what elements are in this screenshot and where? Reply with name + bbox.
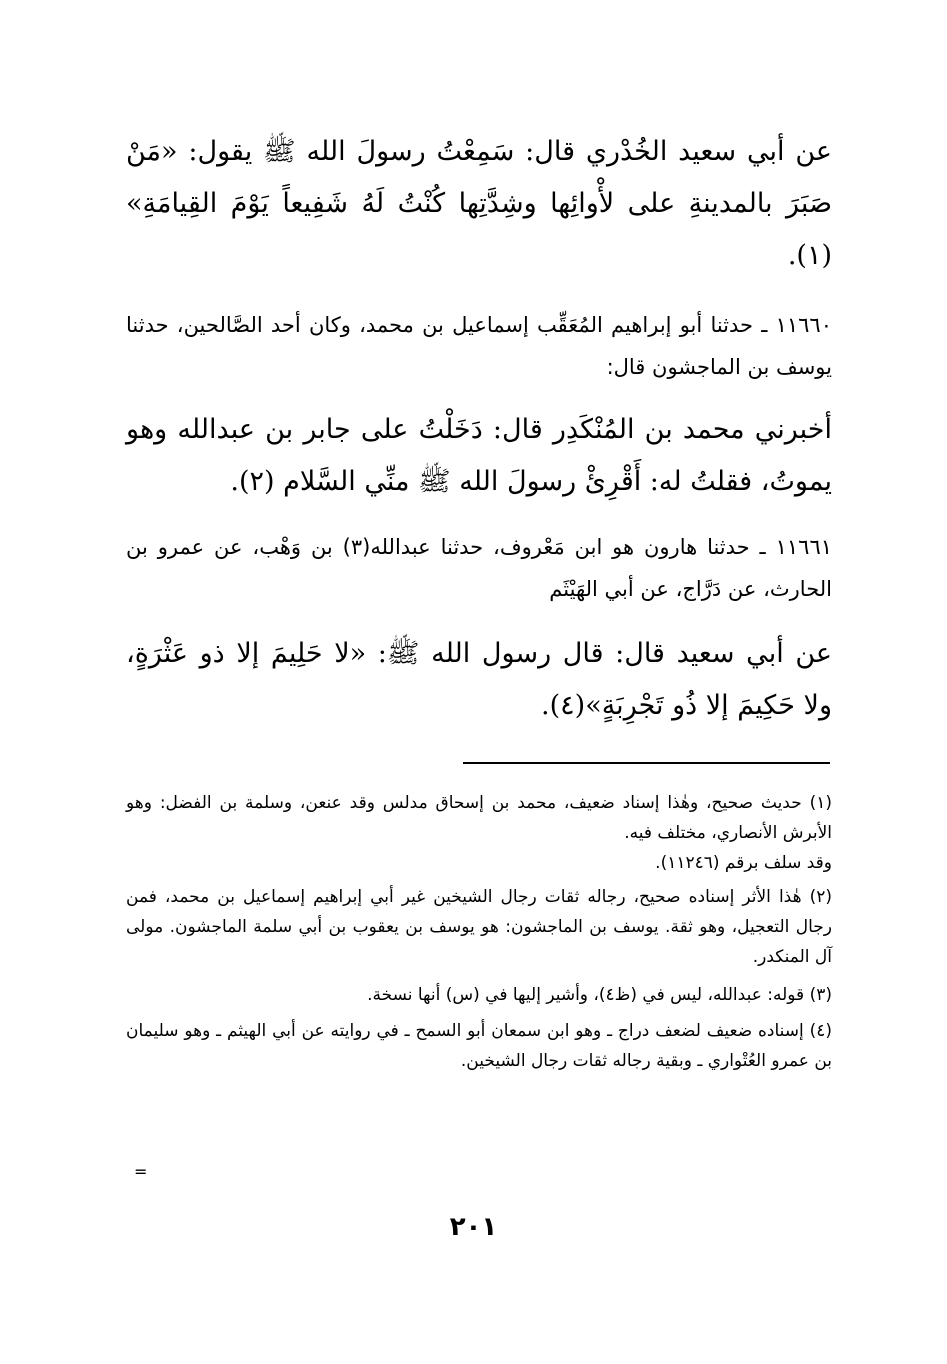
footnotes-section bbox=[126, 788, 832, 1076]
hadith-1659-matn: عن أبي سعيد الخُدْري قال: سَمِعْتُ رسولَ الله ﷺ يقول: «مَنْ صَبَرَ بالمدينةِ على لأْوائِها وشِدَّتِها كُنْتُ لَهُ شَفِيعاً يَوْمَ القِيامَةِ» (١). bbox=[126, 136, 832, 271]
hadith-1661-matn: عن أبي سعيد قال: قال رسول الله ﷺ: «لا حَلِيمَ إلا ذو عَثْرَةٍ، ولا حَكِيمَ إلا ذُو تَجْرِبَةٍ»(٤). bbox=[126, 638, 832, 721]
footnote-separator bbox=[463, 762, 830, 764]
hadith-1661-isnad: ١١٦٦١ ـ حدثنا هارون هو ابن مَعْروف، حدثنا عبدالله(٣) بن وَهْب، عن عمرو بن الحارث، عن دَرَّاج، عن أبي الهَيْثَم bbox=[126, 535, 833, 601]
footnote-1-cross-reference: وقد سلف برقم (١١٢٤٦). bbox=[655, 853, 832, 873]
hadith-1660-matn: أخبرني محمد بن المُنْكَدِر قال: دَخَلْتُ على جابر بن عبدالله وهو يموتُ، فقلتُ له: أَقْرِئْ رسولَ الله ﷺ منِّي السَّلام (٢). bbox=[126, 414, 832, 497]
footnote-3: (٣) قوله: عبدالله، ليس في (ظ٤)، وأشير إليها في (س) أنها نسخة. bbox=[367, 985, 832, 1005]
page-number: ٢٠١ bbox=[449, 1212, 498, 1242]
footnote-2: (٢) هٰذا الأثر إسناده صحيح، رجاله ثقات رجال الشيخين غير أبي إبراهيم إسماعيل بن محمد، فمن رجال التعجيل، وهو ثقة. يوسف بن الماجشون: هو يوسف بن يعقوب بن أبي سلمة الماجشون. مولى آل المنكدر. bbox=[126, 887, 832, 967]
footnote-continuation-mark: = bbox=[134, 1162, 148, 1181]
footnote-1: (١) حديث صحيح، وهٰذا إسناد ضعيف، محمد بن إسحاق مدلس وقد عنعن، وسلمة بن الفضل: وهو الأبرش الأنصاري، مختلف فيه. bbox=[126, 793, 832, 843]
hadith-1660-isnad: ١١٦٦٠ ـ حدثنا أبو إبراهيم المُعَقِّب إسماعيل بن محمد، وكان أحد الصَّالحين، حدثنا يوسف بن الماجشون قال: bbox=[126, 313, 832, 379]
footnote-4: (٤) إسناده ضعيف لضعف دراج ـ وهو ابن سمعان أبو السمح ـ في روايته عن أبي الهيثم ـ وهو سليمان بن عمرو العُتْواري ـ وبقية رجاله ثقات رجال الشيخين. bbox=[126, 1021, 832, 1071]
